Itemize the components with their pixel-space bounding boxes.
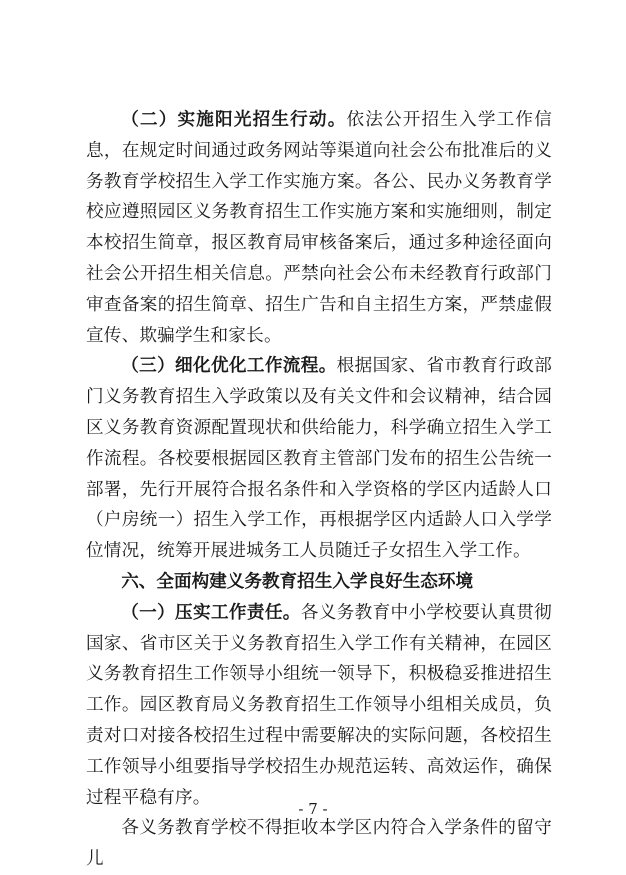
- document-body: [86, 105, 552, 875]
- paragraph-responsibility: [86, 598, 552, 814]
- paragraph-text: 依法公开招生入学工作信息，在规定时间通过政务网站等渠道向社会公布批准后的义务教育学校招生入学工作实施方案。各公、民办义务教育学校应遵照园区义务教育招生工作实施方案和实施细则，制定本校招生简章，报区教育局审核备案后，通过多种途径面向社会公开招生相关信息。严禁向社会公布未经教育行政部门审查备案的招生简章、招生广告和自主招生方案，严禁虚假宣传、欺骗学生和家长。: [86, 110, 552, 346]
- paragraph-text: 各义务教育学校不得拒收本学区内符合入学条件的留守儿: [86, 818, 552, 870]
- section-heading: 六、全面构建义务教育招生入学良好生态环境: [121, 571, 474, 592]
- paragraph-lead: （二）实施阳光招生行动。: [121, 110, 347, 130]
- paragraph-sunshine-enrollment: [86, 105, 552, 351]
- paragraph-workflow: [86, 351, 552, 567]
- paragraph-text: 各义务教育中小学校要认真贯彻国家、省市区关于义务教育招生入学工作有关精神，在园区义务教育招生工作领导小组统一领导下，积极稳妥推进招生工作。园区教育局义务教育招生工作领导小组相关成员，负责对口对接各校招生过程中需要解决的实际问题，各校招生工作领导小组要指导学校招生办规范运转、高效运作，确保过程平稳有序。: [86, 602, 552, 808]
- page-number: - 7 -: [298, 800, 328, 818]
- paragraph-lead: （三）细化优化工作流程。: [121, 356, 337, 377]
- paragraph-lead: （一）压实工作责任。: [121, 602, 301, 623]
- paragraph-text: 根据国家、省市教育行政部门义务教育招生入学政策以及有关文件和会议精神，结合园区义务教育资源配置现状和供给能力，科学确立招生入学工作流程。各校要根据园区教育主管部门发布的招生公告统一部署，先行开展符合报名条件和入学资格的学区内适龄人口（户房统一）招生入学工作，再根据学区内适龄人口入学学位情况，统筹开展进城务工人员随迁子女招生入学工作。: [86, 356, 552, 562]
- paragraph-left-behind-children: [86, 813, 552, 875]
